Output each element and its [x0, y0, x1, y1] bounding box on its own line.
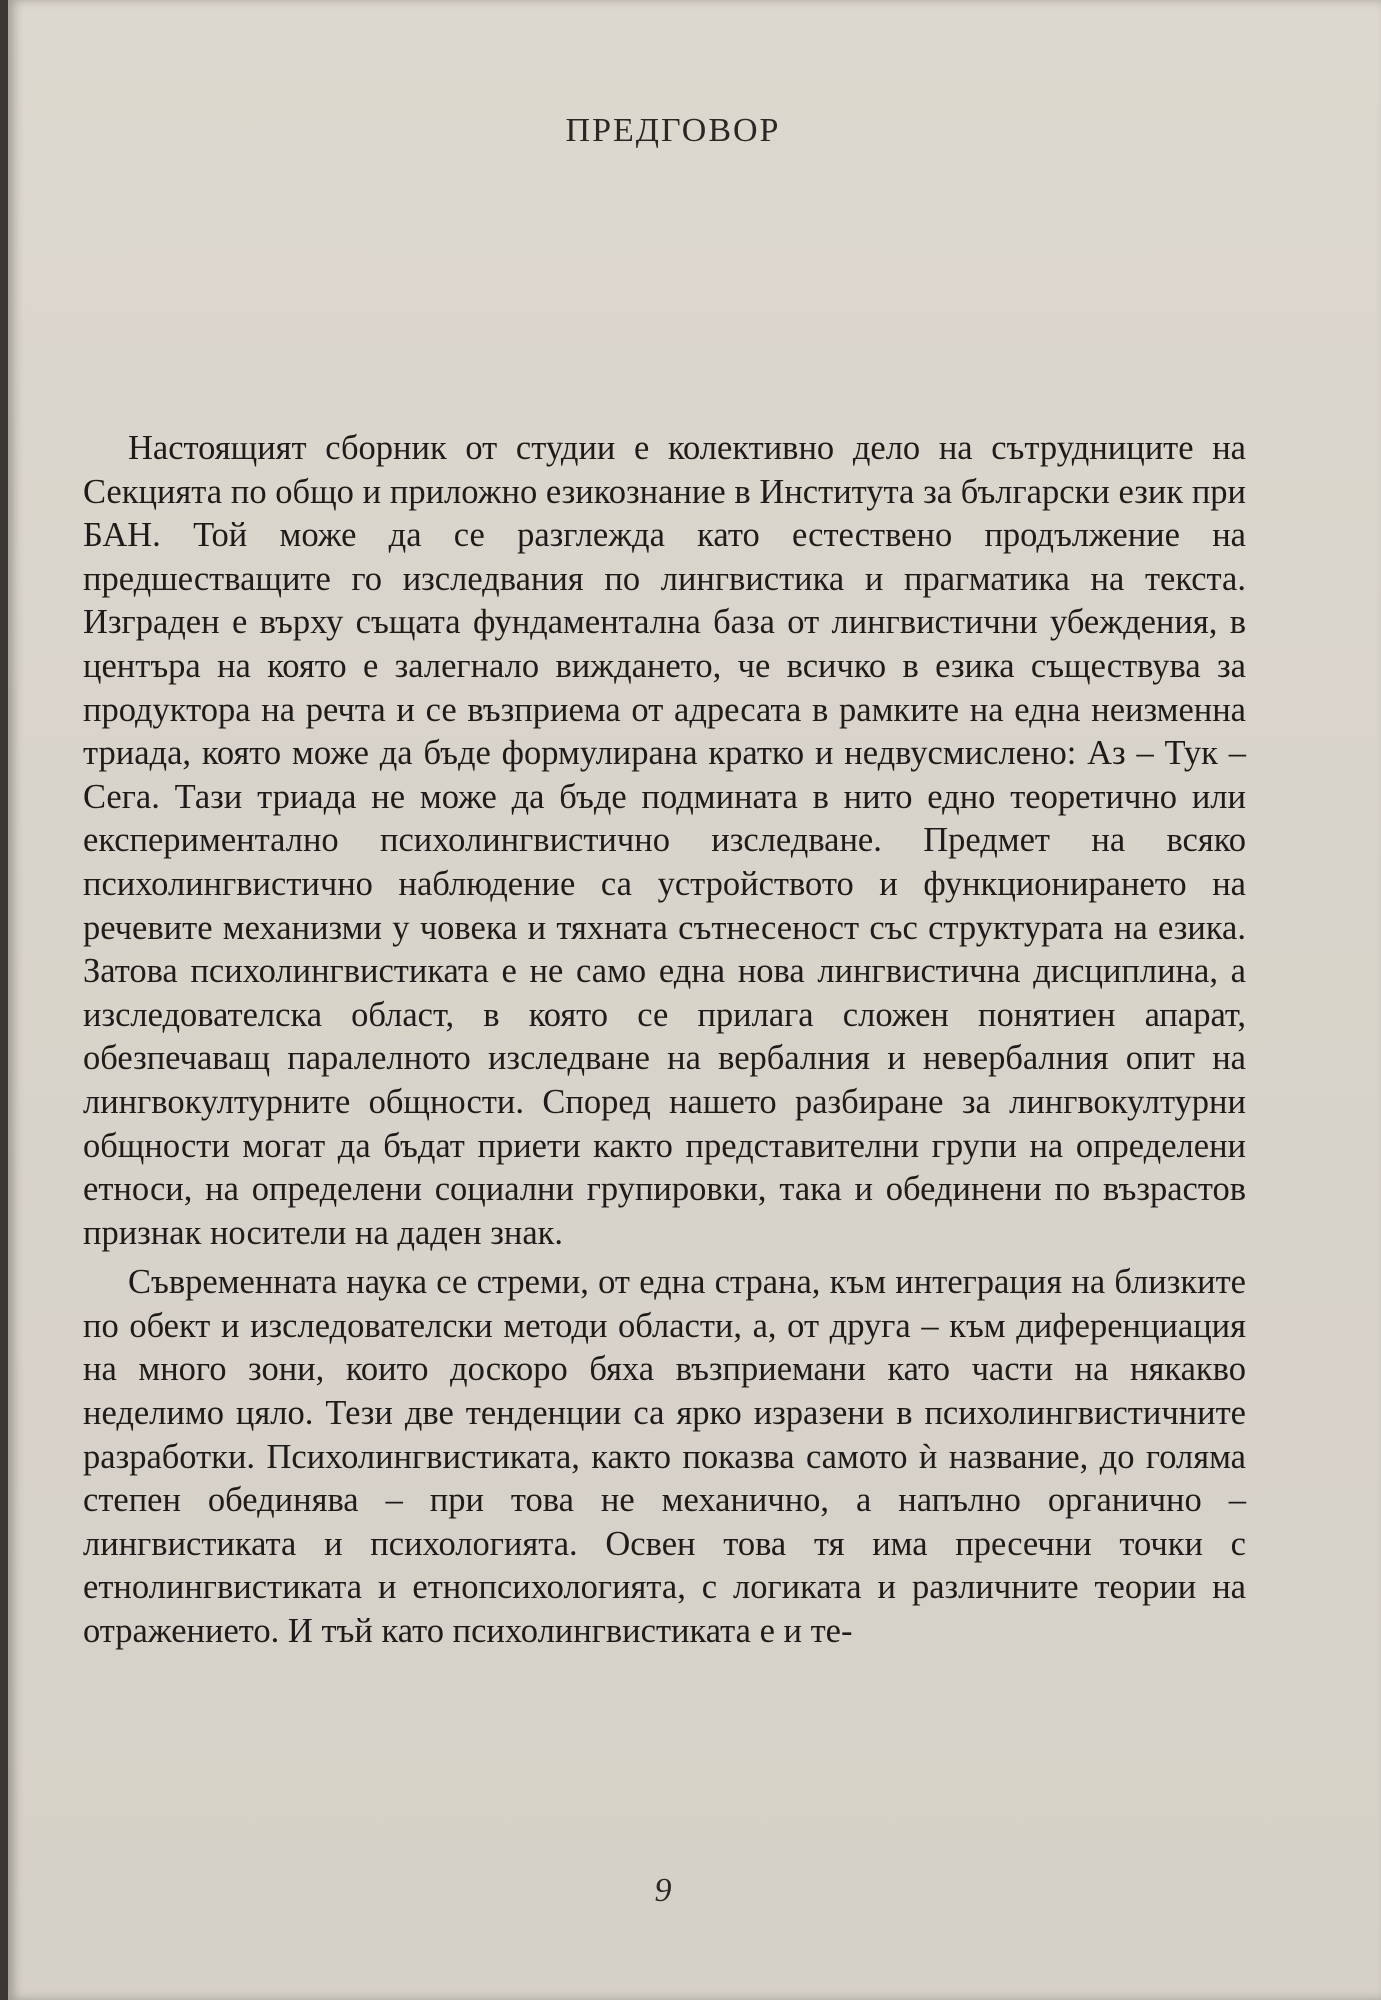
paragraph-2: Съвременната наука се стреми, от една страна, към интеграция на близките по обект и изследователски методи области, а, от друга – към диференциация на много зони, които доскоро бяха възприемани като части на някакво неделимо цяло. Тези две тенденции са ярко изразени в психолингвистичните разработки. Психолингвистиката, както показва самото ѝ название, до голяма степен обединява – при това не механично, а напълно органично – лингвистиката и психологията. Освен това тя има пресечни точки с етнолингвистиката и етнопсихологията, с логиката и различните теории на отражението. И тъй като психолингвистиката е и те-: [83, 1263, 1246, 1651]
paragraph-1: Настоящият сборник от студии е колективно дело на сътрудниците на Секцията по общо и приложно езикознание в Института за български език при БАН. Той може да се разглежда като естествено продължение на предшестващите го изследвания по лингвистика и прагматика на текста. Изграден е върху същата фундаментална база от лингвистични убеждения, в центъра на която е залегнало виждането, че всичко в езика съществува за продуктора на речта и се възприема от адресата в рамките на една неизменна триада, която може да бъде формулирана кратко и недвусмислено: Аз – Тук – Сега. Тази триада не може да бъде подмината в нито едно теоретично или експериментално психолингвистично изследване. Предмет на всяко психолингвистично наблюдение са устройството и функционирането на речевите механизми у човека и тяхната сътнесеност със структурата на езика. Затова психолингвистиката е не само една нова лингвистична дисциплина, а изследователска област, в която се прилага сложен понятиен апарат, обезпечаващ паралелното изследване на вербалния и невербалния опит на лингвокултурните общности. Според нашето разбиране за лингвокултурни общности могат да бъдат приети както представителни групи на определени етноси, на определени социални групировки, така и обединени по възрастов признак носители на даден знак.: [83, 429, 1246, 1252]
page-heading: ПРЕДГОВОР: [565, 112, 781, 149]
book-page: [8, 0, 1381, 2000]
page-number: 9: [654, 1872, 672, 1909]
body-text: [83, 427, 1246, 1654]
